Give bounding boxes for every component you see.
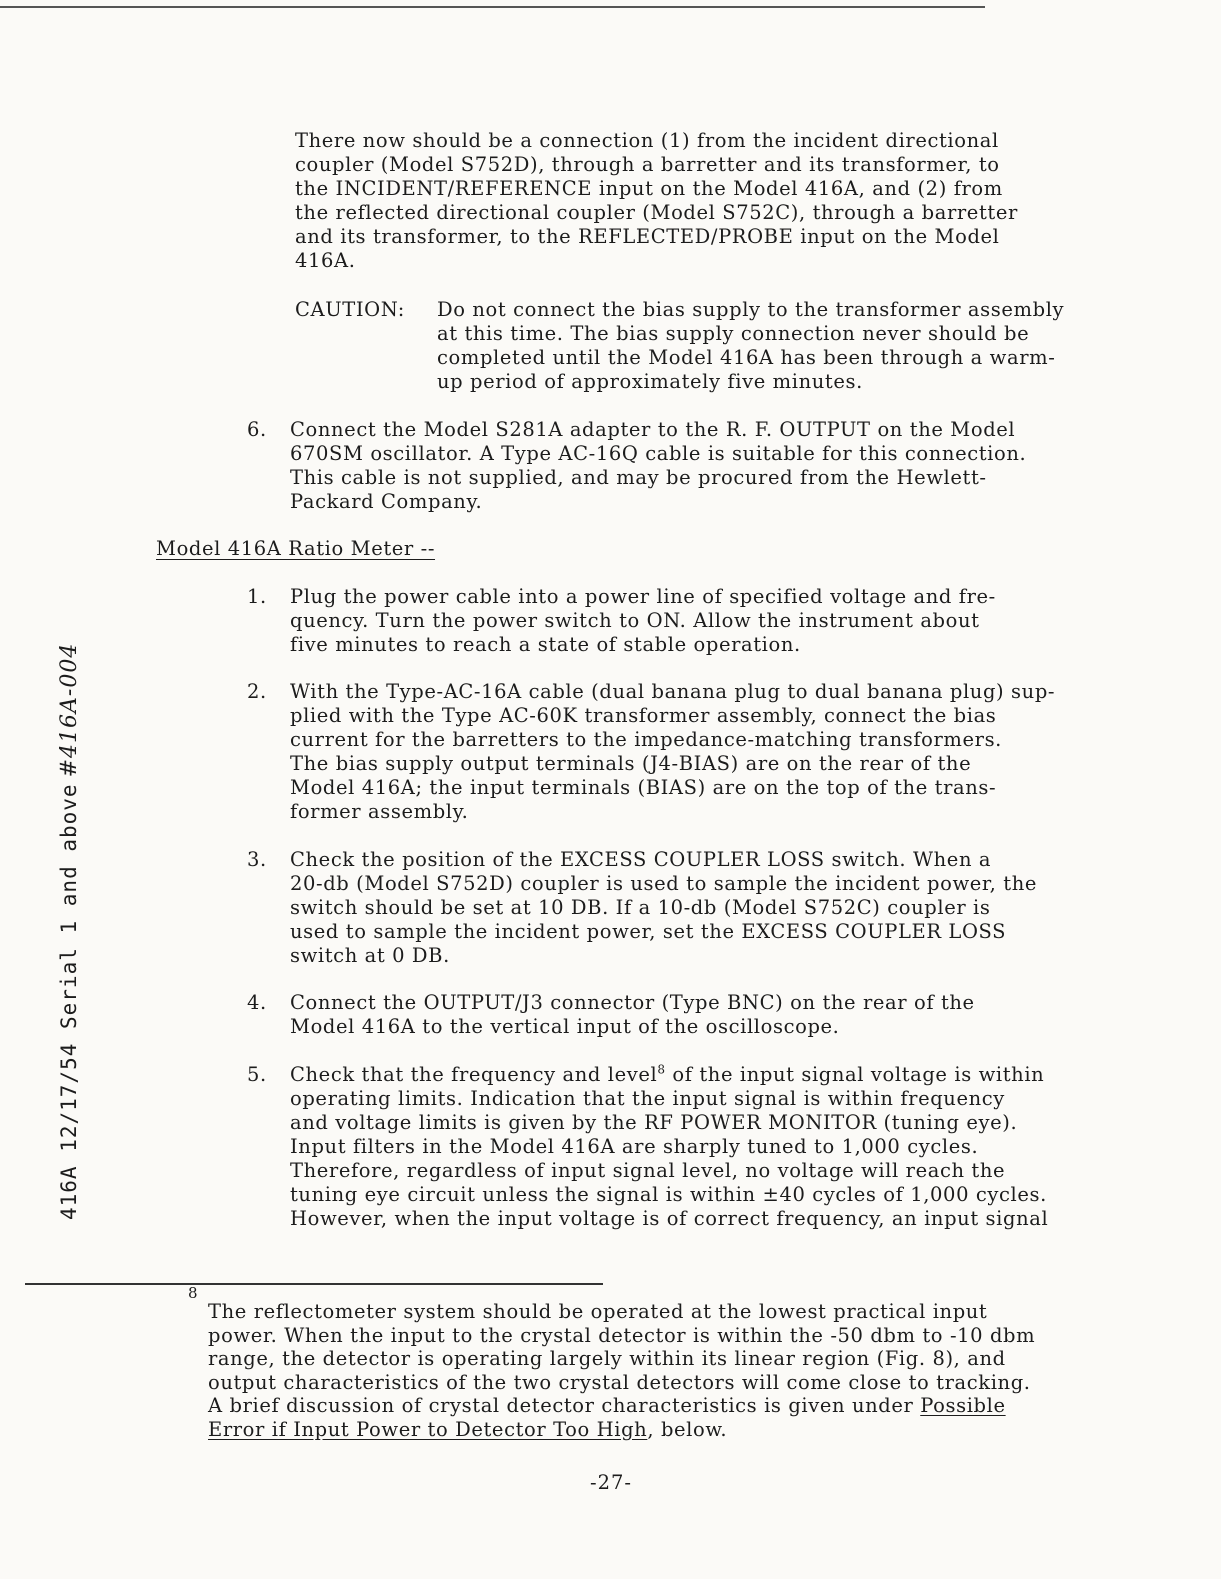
section-reference-part1: Possible xyxy=(920,1394,1006,1417)
caution-line: Do not connect the bias supply to the transformer assembly xyxy=(437,298,1065,321)
step-line: With the Type-AC-16A cable (dual banana plug to dual banana plug) sup- xyxy=(290,680,1056,703)
footnote-line: power. When the input to the crystal detector is within the -50 dbm to -10 dbm xyxy=(208,1323,1036,1347)
intro-line: the INCIDENT/REFERENCE input on the Model 416A, and (2) from xyxy=(295,177,1003,200)
step5-text-before: Check that the frequency and level xyxy=(290,1063,658,1086)
top-rule xyxy=(0,6,985,8)
step-number: 6. xyxy=(247,418,267,441)
footnote-line: The reflectometer system should be operated at the lowest practical input xyxy=(208,1300,988,1323)
step-line: tuning eye circuit unless the signal is within ±40 cycles of 1,000 cycles. xyxy=(290,1183,1047,1206)
caution-line: at this time. The bias supply connection never should be xyxy=(437,322,1030,345)
step-line: and voltage limits is given by the RF POWER MONITOR (tuning eye). xyxy=(290,1111,1018,1134)
footnote-marker: 8 xyxy=(188,1284,198,1302)
step-line: former assembly. xyxy=(290,800,469,823)
step-line: plied with the Type AC-60K transformer assembly, connect the bias xyxy=(290,704,997,727)
step5-text-after: of the input signal voltage is within xyxy=(665,1063,1045,1086)
step-line: The bias supply output terminals (J4-BIAS) are on the rear of the xyxy=(290,752,972,775)
footnote-rule xyxy=(25,1283,603,1285)
caution-line: up period of approximately five minutes. xyxy=(437,370,863,393)
step-line: Connect the OUTPUT/J3 connector (Type BNC) on the rear of the xyxy=(290,991,975,1014)
step-line: Input filters in the Model 416A are sharply tuned to 1,000 cycles. xyxy=(290,1135,979,1158)
footnote-line xyxy=(208,1418,1035,1442)
page-number: -27- xyxy=(590,1471,632,1494)
caution-line: completed until the Model 416A has been through a warm- xyxy=(437,346,1056,369)
step-line: Packard Company. xyxy=(290,490,483,513)
step-line: Model 416A to the vertical input of the oscilloscope. xyxy=(290,1015,840,1038)
side-typed-text: 416A 12/17/54 Serial 1 and above xyxy=(57,783,81,1220)
step-line: 670SM oscillator. A Type AC-16Q cable is suitable for this connection. xyxy=(290,442,1027,465)
footnote-reference: 8 xyxy=(657,1062,666,1077)
step-number: 3. xyxy=(247,848,267,871)
footnote-text xyxy=(208,1300,1035,1441)
step-line: Therefore, regardless of input signal level, no voltage will reach the xyxy=(290,1159,1006,1182)
section-reference-part2: Error if Input Power to Detector Too High xyxy=(208,1417,648,1441)
step-number: 2. xyxy=(247,680,267,703)
step-line: 20-db (Model S752D) coupler is used to sample the incident power, the xyxy=(290,872,1038,895)
step-line: current for the barretters to the impedance-matching transformers. xyxy=(290,728,1002,751)
footnote-tail: , below. xyxy=(647,1417,728,1441)
step-line: Model 416A; the input terminals (BIAS) are on the top of the trans- xyxy=(290,776,997,799)
step-line: Check the position of the EXCESS COUPLER LOSS switch. When a xyxy=(290,848,992,871)
step-number: 5. xyxy=(247,1063,267,1086)
intro-line: coupler (Model S752D), through a barretter and its transformer, to xyxy=(295,153,1000,176)
step-line: This cable is not supplied, and may be procured from the Hewlett- xyxy=(290,466,987,489)
footnote-line-text: A brief discussion of crystal detector characteristics is given under xyxy=(208,1394,914,1417)
step-line: Connect the Model S281A adapter to the R. F. OUTPUT on the Model xyxy=(290,418,1016,441)
caution-label: CAUTION: xyxy=(295,298,405,321)
step-line: used to sample the incident power, set the EXCESS COUPLER LOSS xyxy=(290,920,1007,943)
step-line xyxy=(290,1063,1044,1087)
step-line: switch should be set at 10 DB. If a 10-db (Model S752C) coupler is xyxy=(290,896,991,919)
step-line: switch at 0 DB. xyxy=(290,944,450,967)
footnote-line: range, the detector is operating largely within its linear region (Fig. 8), and xyxy=(208,1347,1006,1370)
intro-line: There now should be a connection (1) from the incident directional xyxy=(295,129,999,152)
step-number: 1. xyxy=(247,585,267,608)
section-heading: Model 416A Ratio Meter -- xyxy=(156,537,436,560)
step-line: Plug the power cable into a power line of specified voltage and fre- xyxy=(290,585,996,608)
step-line: five minutes to reach a state of stable operation. xyxy=(290,633,801,656)
step-line: operating limits. Indication that the input signal is within frequency xyxy=(290,1087,1005,1110)
side-annotation xyxy=(57,643,82,1220)
intro-line: the reflected directional coupler (Model S752C), through a barretter xyxy=(295,201,1018,224)
footnote-line: output characteristics of the two crystal detectors will come close to tracking. xyxy=(208,1370,1031,1394)
step-line: quency. Turn the power switch to ON. Allow the instrument about xyxy=(290,609,980,632)
step-line: However, when the input voltage is of correct frequency, an input signal xyxy=(290,1207,1049,1230)
intro-line: and its transformer, to the REFLECTED/PROBE input on the Model xyxy=(295,225,1000,248)
intro-line: 416A. xyxy=(295,249,356,272)
footnote-line xyxy=(208,1394,1035,1418)
step-number: 4. xyxy=(247,991,267,1014)
handwritten-serial: #416A-004 xyxy=(57,642,82,778)
